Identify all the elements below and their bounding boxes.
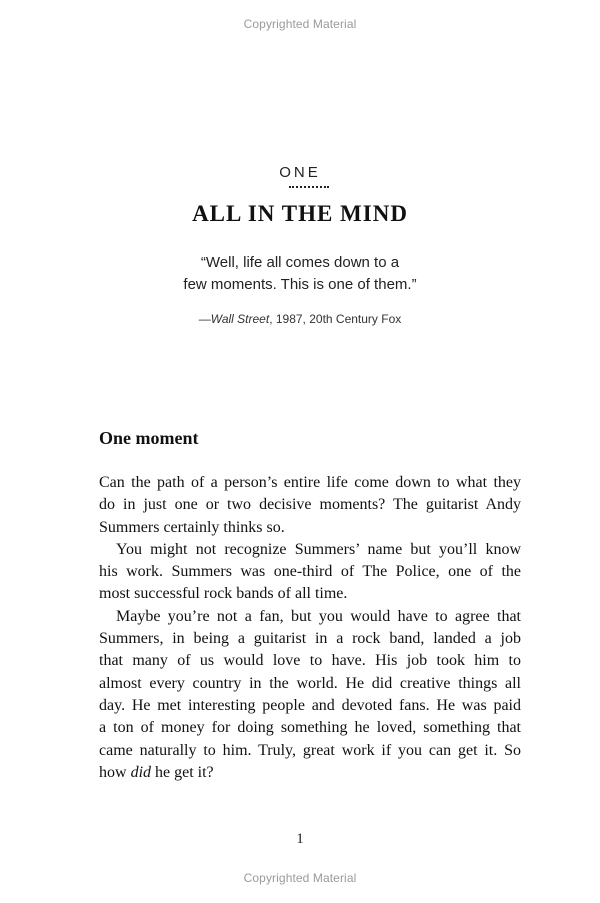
page-number: 1 (296, 831, 304, 847)
paragraph-3-line: day. He met interesting people and devoted fans. He was paid (99, 696, 521, 714)
emphasized-word: did (130, 763, 152, 781)
paragraph-1-line: Summers certainly thinks so. (99, 518, 285, 536)
chapter-ornament-rule (289, 186, 329, 188)
epigraph (150, 252, 450, 296)
paragraph-3-line: that many of us would love to have. His job took him to (99, 652, 521, 670)
paragraph-1-line: do in just one or two decisive moments? The guitarist Andy (99, 496, 521, 514)
watermark-top: Copyrighted Material (243, 17, 357, 31)
final-line-start: how (99, 763, 131, 781)
paragraph-2-line: most successful rock bands of all time. (99, 585, 348, 603)
watermark-bottom: Copyrighted Material (243, 871, 357, 885)
paragraph-3-line: Maybe you’re not a fan, but you would have to agree that (116, 607, 521, 625)
chapter-number: ONE (279, 164, 321, 181)
epigraph-line: few moments. This is one of them.” (183, 276, 417, 293)
epigraph-attribution (0, 312, 600, 326)
attribution-work-title: Wall Street (210, 312, 270, 326)
chapter-title: ALL IN THE MIND (192, 201, 408, 226)
paragraph-2-line: his work. Summers was one-third of The Police, one of the (99, 563, 521, 581)
paragraph-3-final-line (99, 762, 521, 784)
paragraph-3-line: a ton of money for doing something he loved, something that (99, 719, 521, 737)
attribution-details: , 1987, 20th Century Fox (269, 312, 402, 326)
paragraph-3-line: came naturally to him. Truly, great work if you can get it. So (99, 741, 521, 759)
section-heading: One moment (99, 428, 199, 448)
paragraph-2-line: You might not recognize Summers’ name but you’ll know (116, 540, 521, 558)
attribution-dash: — (198, 312, 211, 326)
final-line-end: he get it? (151, 763, 214, 781)
paragraph-3-line: almost every country in the world. He did creative things all (99, 674, 521, 692)
paragraph-3-line: Summers, in being a guitarist in a rock band, landed a job (99, 630, 521, 648)
epigraph-line: “Well, life all comes down to a (200, 254, 400, 271)
body-text (99, 472, 521, 784)
paragraph-1-line: Can the path of a person’s entire life come down to what they (99, 474, 521, 491)
